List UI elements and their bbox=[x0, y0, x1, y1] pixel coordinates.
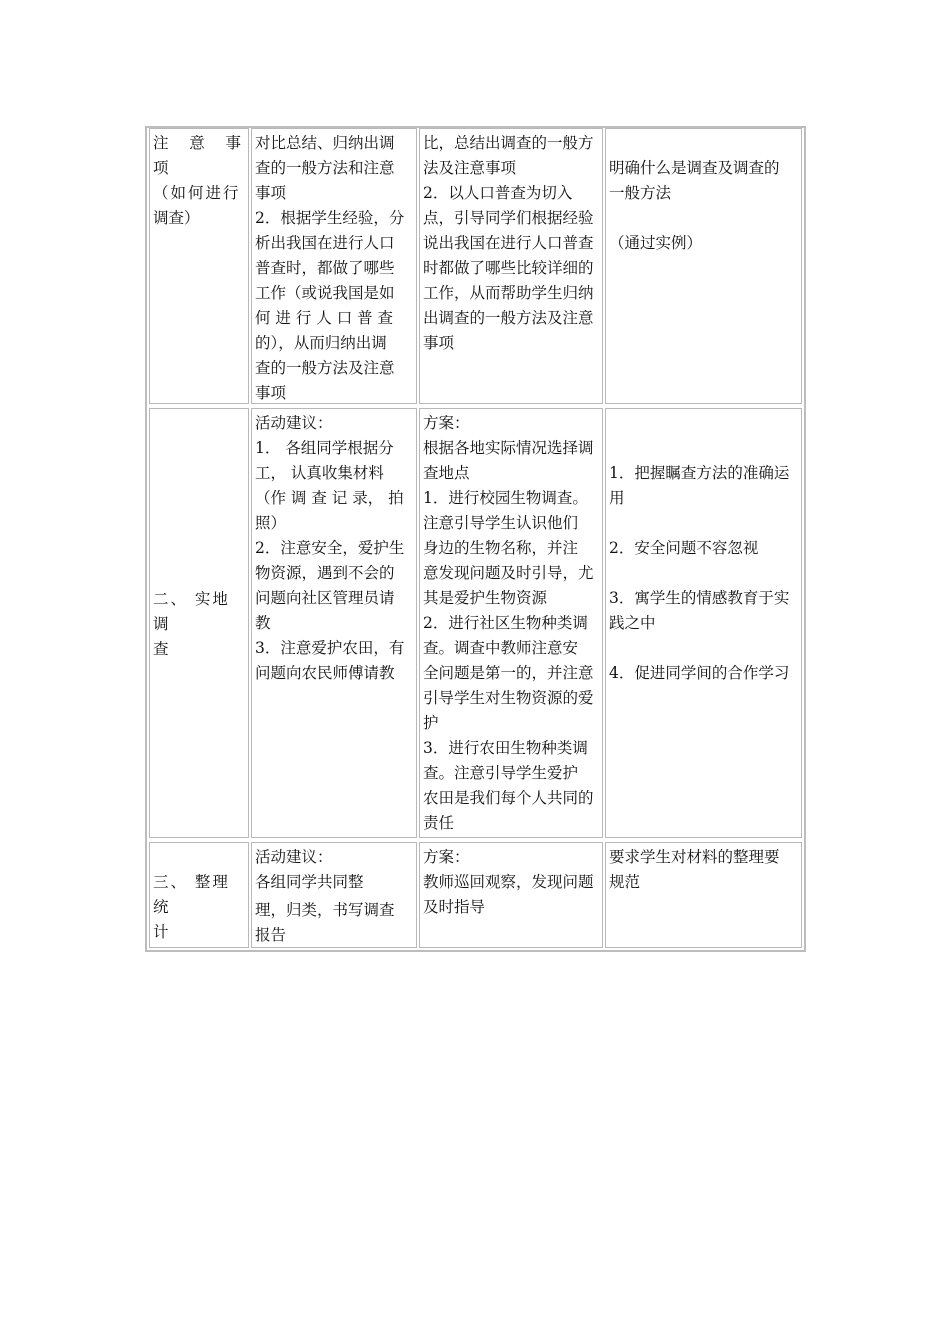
row-title-cell bbox=[149, 128, 249, 404]
intent-cell bbox=[605, 408, 802, 838]
cell-text-line: 全问题是第一的，并注意 bbox=[423, 664, 594, 682]
intent-cell bbox=[605, 128, 802, 404]
cell-text-line: 其是爱护生物资源 bbox=[423, 589, 548, 607]
cell-text-line: 工作（或说我国是如 bbox=[255, 284, 395, 302]
cell-text-line: 要求学生对材料的整理要 bbox=[609, 848, 780, 866]
cell-text-line: 4．促进同学间的合作学习 bbox=[609, 664, 790, 682]
plan-cell bbox=[419, 842, 603, 948]
cell-text-line: 1． 各组同学根据分 bbox=[255, 439, 394, 457]
activity-cell bbox=[251, 842, 417, 948]
cell-text-line: 调查） bbox=[153, 209, 200, 227]
cell-text-line: 2．根据学生经验，分 bbox=[255, 209, 405, 227]
cell-text-line: 2．安全问题不容忽视 bbox=[609, 539, 759, 557]
cell-text-line: 普查时，都做了哪些 bbox=[255, 259, 395, 277]
cell-text-line: 各组同学共同整 bbox=[255, 873, 364, 891]
cell-text-line: 一般方法 bbox=[609, 184, 672, 202]
cell-text-line: 3．进行农田生物种类调 bbox=[423, 739, 588, 757]
cell-text-line: 查 bbox=[153, 639, 169, 658]
cell-text-line: 2．进行社区生物种类调 bbox=[423, 614, 588, 632]
cell-text-line: 践之中 bbox=[609, 614, 656, 632]
table-row bbox=[147, 842, 804, 948]
cell-text-line: 物资源，遇到不会的 bbox=[255, 564, 395, 582]
cell-text-line: （如何进行 bbox=[153, 184, 241, 202]
cell-text-line: 3．寓学生的情感教育于实 bbox=[609, 589, 790, 607]
cell-text-line: 查的一般方法及注意 bbox=[255, 359, 395, 377]
plan-cell bbox=[419, 128, 603, 404]
cell-text-line: 活动建议： bbox=[255, 848, 333, 866]
plan-cell bbox=[419, 408, 603, 838]
cell-text-line: 意发现问题及时引导，尤 bbox=[423, 564, 594, 582]
cell-text-line: 引导学生对生物资源的爱 bbox=[423, 689, 594, 707]
cell-text-line: 1．进行校园生物调查。 bbox=[423, 489, 588, 507]
cell-text-line: 法及注意事项 bbox=[423, 159, 517, 177]
cell-text-line: 的），从而归纳出调 bbox=[255, 334, 387, 352]
cell-text-line: 事项 bbox=[255, 184, 287, 202]
cell-text-line: 照） bbox=[255, 514, 287, 532]
cell-text-line: 点，引导同学们根据经验 bbox=[423, 209, 594, 227]
cell-text-line: 事项 bbox=[255, 384, 287, 402]
cell-text-line: 1．把握瞩查方法的准确运 bbox=[609, 464, 790, 482]
table-row bbox=[147, 408, 804, 838]
cell-text-line: 时都做了哪些比较详细的 bbox=[423, 259, 594, 277]
cell-text-line: 规范 bbox=[609, 873, 641, 891]
cell-text-line: 活动建议： bbox=[255, 414, 333, 432]
cell-text-line: 查地点 bbox=[423, 464, 470, 482]
cell-text-line: 报告 bbox=[255, 926, 287, 944]
lesson-plan-table bbox=[145, 126, 806, 952]
cell-text-line: 工作，从而帮助学生归纳 bbox=[423, 284, 594, 302]
intent-cell bbox=[605, 842, 802, 948]
cell-text-line: 方案： bbox=[423, 848, 470, 866]
cell-text-line: 方案： bbox=[423, 414, 470, 432]
cell-text-line: 二、 实地调 bbox=[153, 589, 230, 633]
cell-text-line: 问题向社区管理员请 bbox=[255, 589, 395, 607]
table-row bbox=[147, 128, 804, 404]
cell-text-line: 责任 bbox=[423, 814, 455, 832]
cell-text-line: 教师巡回观察，发现问题 bbox=[423, 873, 594, 891]
cell-text-line: 对比总结、归纳出调 bbox=[255, 134, 395, 152]
row-title-cell bbox=[149, 408, 249, 838]
cell-text-line: 3．注意爱护农田，有 bbox=[255, 639, 405, 657]
cell-text-line: 身边的生物名称，并注 bbox=[423, 539, 579, 557]
cell-text-line: 工， 认真收集材料 bbox=[255, 464, 384, 482]
cell-text-line: 2．以人口普查为切入 bbox=[423, 184, 573, 202]
cell-text-line: 三、 整理统 bbox=[153, 873, 230, 916]
cell-text-line: 明确什么是调查及调查的 bbox=[609, 159, 780, 177]
cell-text-line: 2．注意安全，爱护生 bbox=[255, 539, 405, 557]
row-title-cell bbox=[149, 842, 249, 948]
cell-text-line: 查。注意引导学生爱护 bbox=[423, 764, 579, 782]
cell-text-line: 何 进 行 人 口 普 查 bbox=[255, 309, 394, 327]
cell-text-line: 护 bbox=[423, 714, 439, 732]
cell-text-line: （通过实例） bbox=[609, 234, 703, 252]
cell-text-line: 查的一般方法和注意 bbox=[255, 159, 395, 177]
cell-text-line: 说出我国在进行人口普查 bbox=[423, 234, 594, 252]
activity-cell bbox=[251, 408, 417, 838]
cell-text-line: 理，归类，书写调查 bbox=[255, 901, 395, 919]
cell-text-line: 教 bbox=[255, 614, 271, 632]
cell-text-line: 比，总结出调查的一般方 bbox=[423, 134, 594, 152]
cell-text-line: 问题向农民师傅请教 bbox=[255, 664, 395, 682]
cell-text-line: 根据各地实际情况选择调 bbox=[423, 439, 594, 457]
cell-text-line: 注 意 事 项 bbox=[153, 134, 246, 177]
cell-text-line: （作 调 查 记 录， 拍 bbox=[255, 489, 404, 507]
cell-text-line: 析出我国在进行人口 bbox=[255, 234, 395, 252]
cell-text-line: 计 bbox=[153, 923, 169, 941]
cell-text-line: 查。调查中教师注意安 bbox=[423, 639, 579, 657]
cell-text-line: 事项 bbox=[423, 334, 455, 352]
cell-text-line: 及时指导 bbox=[423, 898, 486, 916]
cell-text-line: 注意引导学生认识他们 bbox=[423, 514, 579, 532]
cell-text-line: 用 bbox=[609, 489, 625, 507]
cell-text-line: 农田是我们每个人共同的 bbox=[423, 789, 594, 807]
cell-text-line: 出调查的一般方法及注意 bbox=[423, 309, 594, 327]
activity-cell bbox=[251, 128, 417, 404]
